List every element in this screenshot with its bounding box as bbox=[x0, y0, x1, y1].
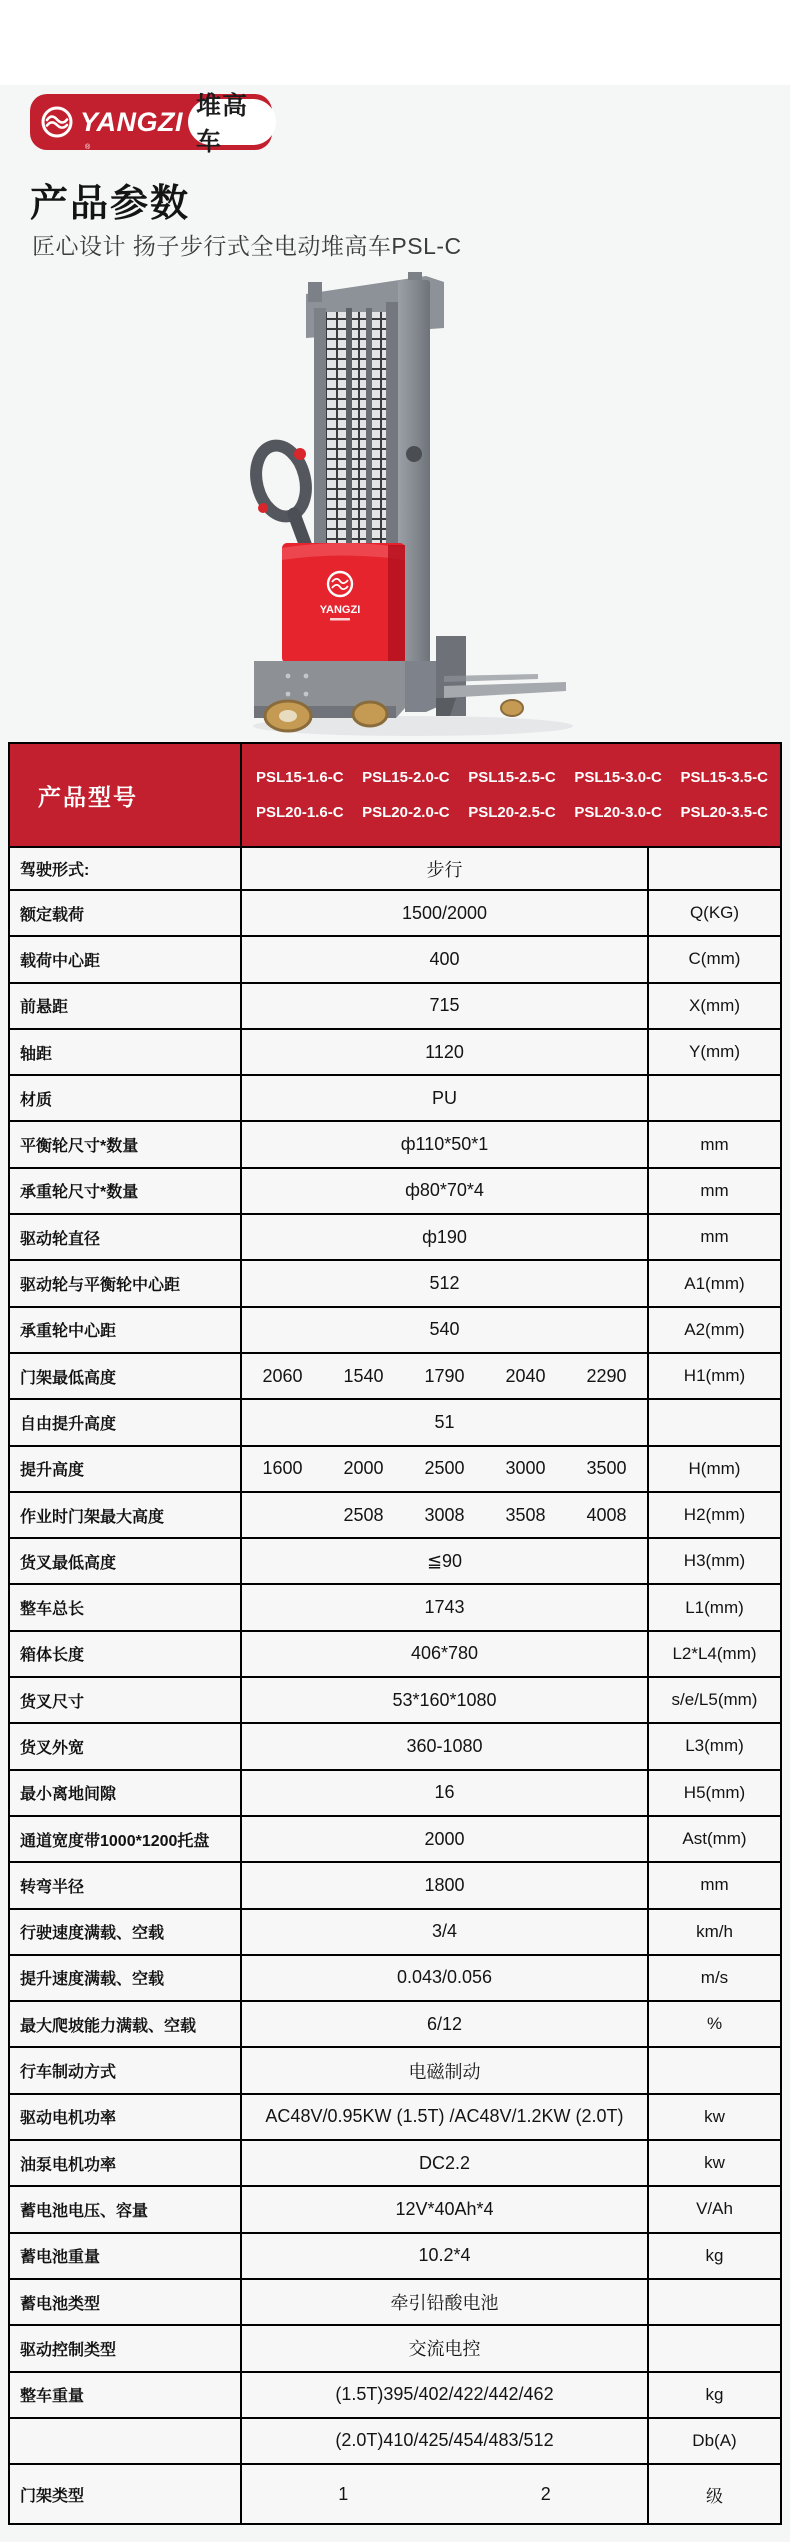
brand-logo bbox=[30, 92, 272, 156]
spec-row bbox=[10, 1076, 780, 1122]
spec-value: (1.5T)395/402/422/442/462 bbox=[242, 2373, 649, 2417]
spec-value: AC48V/0.95KW (1.5T) /AC48V/1.2KW (2.0T) bbox=[242, 2095, 649, 2139]
spec-row bbox=[10, 2465, 780, 2523]
spec-label: 箱体长度 bbox=[10, 1632, 242, 1676]
spec-unit: H5(mm) bbox=[683, 1782, 746, 1802]
spec-unit: H(mm) bbox=[688, 1458, 741, 1478]
spec-value: 540 bbox=[242, 1308, 649, 1352]
spec-row bbox=[10, 1261, 780, 1307]
spec-value-cell: 3500 bbox=[586, 1458, 627, 1479]
spec-row bbox=[10, 2373, 780, 2419]
spec-value: (2.0T)410/425/454/483/512 bbox=[242, 2419, 649, 2463]
spec-value bbox=[242, 1493, 649, 1537]
spec-value bbox=[242, 1447, 649, 1491]
spec-value bbox=[242, 2465, 649, 2523]
spec-value: 步行 bbox=[242, 848, 649, 889]
spec-unit bbox=[649, 2280, 780, 2324]
spec-value: 512 bbox=[242, 1261, 649, 1305]
spec-row bbox=[10, 2095, 780, 2141]
spec-unit bbox=[649, 2326, 780, 2370]
spec-unit: s/e/L5(mm) bbox=[671, 1690, 758, 1710]
spec-row bbox=[10, 1539, 780, 1585]
spec-unit bbox=[649, 1400, 780, 1444]
spec-unit: mm bbox=[700, 1875, 729, 1895]
spec-row bbox=[10, 2280, 780, 2326]
spec-label: 行驶速度满载、空载 bbox=[10, 1910, 242, 1954]
spec-value-cell: 2290 bbox=[586, 1365, 627, 1386]
spec-value-cell: 2060 bbox=[262, 1365, 303, 1386]
spec-unit: % bbox=[706, 2014, 723, 2034]
spec-row bbox=[10, 1308, 780, 1354]
spec-row bbox=[10, 1122, 780, 1168]
spec-unit bbox=[649, 2048, 780, 2092]
brand-badge: 堆高车 bbox=[188, 99, 276, 145]
spec-label: 货叉外宽 bbox=[10, 1724, 242, 1768]
spec-unit: Db(A) bbox=[692, 2430, 737, 2450]
spec-value bbox=[242, 1354, 649, 1398]
spec-value: ф80*70*4 bbox=[242, 1169, 649, 1213]
spec-row bbox=[10, 1169, 780, 1215]
spec-unit: mm bbox=[700, 1227, 729, 1247]
spec-label: 整车重量 bbox=[10, 2373, 242, 2417]
spec-value: DC2.2 bbox=[242, 2141, 649, 2185]
spec-row bbox=[10, 937, 780, 983]
spec-table-header bbox=[10, 744, 780, 848]
spec-value-cell: 3508 bbox=[505, 1504, 546, 1525]
spec-label: 前悬距 bbox=[10, 984, 242, 1028]
spec-table bbox=[8, 742, 782, 2525]
spec-unit: kg bbox=[705, 2245, 724, 2265]
svg-text:YANGZI: YANGZI bbox=[319, 604, 361, 616]
spec-row bbox=[10, 1447, 780, 1493]
model-name: PSL15-2.5-C bbox=[468, 768, 556, 786]
spec-row bbox=[10, 1724, 780, 1770]
model-name: PSL15-2.0-C bbox=[362, 768, 450, 786]
spec-value: 电磁制动 bbox=[242, 2048, 649, 2092]
spec-unit: mm bbox=[700, 1180, 729, 1200]
spec-label: 货叉最低高度 bbox=[10, 1539, 242, 1583]
spec-value: 0.043/0.056 bbox=[242, 1956, 649, 2000]
spec-unit: H1(mm) bbox=[683, 1366, 746, 1386]
spec-value-cell: 1540 bbox=[343, 1365, 384, 1386]
spec-value-cell: 4008 bbox=[586, 1504, 627, 1525]
spec-unit: km/h bbox=[696, 1921, 733, 1941]
spec-unit: X(mm) bbox=[689, 995, 740, 1015]
spec-value-cell: 2040 bbox=[505, 1365, 546, 1386]
spec-value: 3/4 bbox=[242, 1910, 649, 1954]
spec-unit: 级 bbox=[706, 2486, 723, 2506]
spec-value: 10.2*4 bbox=[242, 2234, 649, 2278]
spec-label: 蓄电池电压、容量 bbox=[10, 2187, 242, 2231]
spec-value-cell: 1 bbox=[338, 2483, 349, 2504]
spec-value: ф190 bbox=[242, 1215, 649, 1259]
spec-row bbox=[10, 2048, 780, 2094]
spec-row bbox=[10, 1863, 780, 1909]
model-name: PSL20-3.0-C bbox=[574, 804, 662, 822]
spec-row bbox=[10, 2002, 780, 2048]
top-white-strip bbox=[0, 0, 790, 85]
spec-value-cell: 2508 bbox=[343, 1504, 384, 1525]
product-image bbox=[248, 268, 588, 742]
spec-value: 360-1080 bbox=[242, 1724, 649, 1768]
spec-value: ф110*50*1 bbox=[242, 1122, 649, 1166]
spec-label: 蓄电池类型 bbox=[10, 2280, 242, 2324]
spec-label: 提升速度满载、空载 bbox=[10, 1956, 242, 2000]
spec-row bbox=[10, 1632, 780, 1678]
spec-value: 6/12 bbox=[242, 2002, 649, 2046]
model-name: PSL15-3.5-C bbox=[680, 768, 768, 786]
spec-label: 平衡轮尺寸*数量 bbox=[10, 1122, 242, 1166]
stacker-illustration bbox=[248, 268, 588, 742]
model-name: PSL20-2.5-C bbox=[468, 804, 556, 822]
spec-value: 2000 bbox=[242, 1817, 649, 1861]
spec-row bbox=[10, 2141, 780, 2187]
spec-label: 行车制动方式 bbox=[10, 2048, 242, 2092]
spec-value-cell: 1600 bbox=[262, 1458, 303, 1479]
spec-unit: V/Ah bbox=[696, 2199, 733, 2219]
spec-row bbox=[10, 891, 780, 937]
spec-value-cell: 2 bbox=[540, 2483, 551, 2504]
spec-value-cell: 2000 bbox=[343, 1458, 384, 1479]
spec-row bbox=[10, 1400, 780, 1446]
spec-row bbox=[10, 1910, 780, 1956]
col-header-product-model: 产品型号 bbox=[10, 744, 242, 846]
spec-label: 驱动电机功率 bbox=[10, 2095, 242, 2139]
spec-row bbox=[10, 984, 780, 1030]
spec-unit: C(mm) bbox=[688, 949, 741, 969]
model-name: PSL20-3.5-C bbox=[680, 804, 768, 822]
spec-row bbox=[10, 1956, 780, 2002]
spec-label bbox=[10, 2419, 242, 2463]
spec-value: 12V*40Ah*4 bbox=[242, 2187, 649, 2231]
spec-value: 1743 bbox=[242, 1585, 649, 1629]
model-name: PSL20-1.6-C bbox=[256, 804, 344, 822]
page-title: 产品参数 bbox=[30, 183, 191, 225]
spec-value: 715 bbox=[242, 984, 649, 1028]
model-list bbox=[242, 744, 780, 846]
spec-row bbox=[10, 1354, 780, 1400]
spec-row bbox=[10, 848, 780, 891]
spec-label: 门架类型 bbox=[10, 2465, 242, 2523]
spec-value: 交流电控 bbox=[242, 2326, 649, 2370]
spec-unit: L2*L4(mm) bbox=[672, 1643, 757, 1663]
model-name: PSL20-2.0-C bbox=[362, 804, 450, 822]
spec-value-cell: 1790 bbox=[424, 1365, 465, 1386]
spec-unit: L1(mm) bbox=[685, 1597, 744, 1617]
model-name: PSL15-1.6-C bbox=[256, 768, 344, 786]
spec-value: 406*780 bbox=[242, 1632, 649, 1676]
spec-value-cell: 3000 bbox=[505, 1458, 546, 1479]
spec-label: 货叉尺寸 bbox=[10, 1678, 242, 1722]
spec-unit: kw bbox=[704, 2106, 725, 2126]
model-name: PSL15-3.0-C bbox=[574, 768, 662, 786]
spec-label: 驾驶形式: bbox=[10, 848, 242, 889]
spec-value: 53*160*1080 bbox=[242, 1678, 649, 1722]
spec-label: 驱动轮与平衡轮中心距 bbox=[10, 1261, 242, 1305]
spec-unit: mm bbox=[700, 1134, 729, 1154]
spec-label: 整车总长 bbox=[10, 1585, 242, 1629]
spec-unit bbox=[649, 1076, 780, 1120]
page-subtitle: 匠心设计 扬子步行式全电动堆高车PSL-C bbox=[32, 233, 462, 259]
spec-label: 额定载荷 bbox=[10, 891, 242, 935]
spec-row bbox=[10, 1493, 780, 1539]
spec-row bbox=[10, 2234, 780, 2280]
spec-value: 牵引铅酸电池 bbox=[242, 2280, 649, 2324]
spec-label: 通道宽度带1000*1200托盘 bbox=[10, 1817, 242, 1861]
spec-value: 400 bbox=[242, 937, 649, 981]
model-row-psl15 bbox=[256, 769, 768, 786]
spec-value-cell: 2500 bbox=[424, 1458, 465, 1479]
spec-label: 承重轮中心距 bbox=[10, 1308, 242, 1352]
spec-label: 驱动轮直径 bbox=[10, 1215, 242, 1259]
spec-value: ≦90 bbox=[242, 1539, 649, 1583]
spec-label: 材质 bbox=[10, 1076, 242, 1120]
spec-label: 最小离地间隙 bbox=[10, 1771, 242, 1815]
spec-row bbox=[10, 2187, 780, 2233]
model-row-psl20 bbox=[256, 804, 768, 821]
spec-row bbox=[10, 1585, 780, 1631]
spec-label: 载荷中心距 bbox=[10, 937, 242, 981]
spec-unit bbox=[649, 848, 780, 889]
spec-row bbox=[10, 1030, 780, 1076]
spec-row bbox=[10, 2419, 780, 2465]
spec-value: 1800 bbox=[242, 1863, 649, 1907]
yangzi-wave-icon bbox=[39, 104, 91, 151]
spec-row bbox=[10, 1817, 780, 1863]
spec-unit: Q(KG) bbox=[689, 903, 740, 923]
spec-table-body bbox=[10, 848, 780, 2523]
spec-label: 蓄电池重量 bbox=[10, 2234, 242, 2278]
spec-label: 承重轮尺寸*数量 bbox=[10, 1169, 242, 1213]
spec-value: 1120 bbox=[242, 1030, 649, 1074]
spec-unit: m/s bbox=[700, 1967, 729, 1987]
spec-row bbox=[10, 1678, 780, 1724]
spec-label: 最大爬坡能力满载、空载 bbox=[10, 2002, 242, 2046]
spec-unit: L3(mm) bbox=[685, 1736, 744, 1756]
spec-label: 自由提升高度 bbox=[10, 1400, 242, 1444]
spec-row bbox=[10, 1215, 780, 1261]
spec-label: 油泵电机功率 bbox=[10, 2141, 242, 2185]
spec-label: 转弯半径 bbox=[10, 1863, 242, 1907]
spec-value: 51 bbox=[242, 1400, 649, 1444]
spec-label: 驱动控制类型 bbox=[10, 2326, 242, 2370]
registered-mark: ® bbox=[85, 144, 91, 151]
spec-unit: H3(mm) bbox=[683, 1551, 746, 1571]
spec-unit: A2(mm) bbox=[684, 1319, 745, 1339]
spec-unit: Y(mm) bbox=[689, 1042, 740, 1062]
spec-label: 门架最低高度 bbox=[10, 1354, 242, 1398]
spec-unit: kw bbox=[704, 2153, 725, 2173]
spec-value: 16 bbox=[242, 1771, 649, 1815]
spec-unit: A1(mm) bbox=[684, 1273, 745, 1293]
spec-label: 作业时门架最大高度 bbox=[10, 1493, 242, 1537]
spec-value: 1500/2000 bbox=[242, 891, 649, 935]
spec-unit: kg bbox=[705, 2384, 724, 2404]
spec-unit: H2(mm) bbox=[683, 1505, 746, 1524]
spec-unit: Ast(mm) bbox=[682, 1829, 747, 1849]
spec-value-cell: 3008 bbox=[424, 1504, 465, 1525]
brand-name: YANGZI bbox=[80, 106, 183, 137]
spec-label: 提升高度 bbox=[10, 1447, 242, 1491]
spec-row bbox=[10, 2326, 780, 2372]
spec-label: 轴距 bbox=[10, 1030, 242, 1074]
spec-row bbox=[10, 1771, 780, 1817]
spec-value: PU bbox=[242, 1076, 649, 1120]
